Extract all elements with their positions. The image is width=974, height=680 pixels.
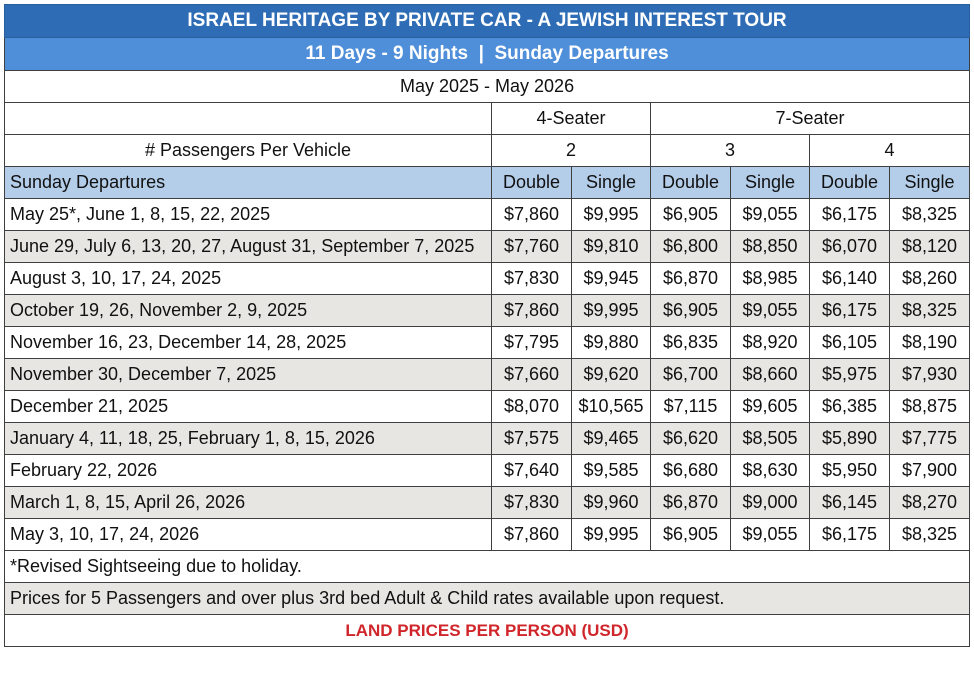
single-price-cell: $8,875 <box>890 391 970 423</box>
single-price-cell: $7,775 <box>890 423 970 455</box>
double-price-cell: $6,680 <box>651 455 731 487</box>
four-seater-header: 4-Seater <box>492 103 651 135</box>
single-price-cell: $9,880 <box>572 327 651 359</box>
double-price-cell: $6,175 <box>810 199 890 231</box>
single-price-cell: $9,995 <box>572 519 651 551</box>
page-subtitle: 11 Days - 9 Nights | Sunday Departures <box>5 38 970 71</box>
single-price-cell: $9,055 <box>731 295 810 327</box>
passengers-3: 3 <box>651 135 810 167</box>
departure-dates: January 4, 11, 18, 25, February 1, 8, 15, 2026 <box>5 423 492 455</box>
table-row <box>5 199 970 231</box>
passengers-row <box>5 135 970 167</box>
double-price-cell: $7,760 <box>492 231 572 263</box>
column-header-row <box>5 167 970 199</box>
departures-header: Sunday Departures <box>5 167 492 199</box>
double-price-cell: $6,800 <box>651 231 731 263</box>
departure-dates: October 19, 26, November 2, 9, 2025 <box>5 295 492 327</box>
note-row <box>5 583 970 615</box>
date-range: May 2025 - May 2026 <box>5 71 970 103</box>
double-price-cell: $5,975 <box>810 359 890 391</box>
pricing-table-container <box>4 4 969 675</box>
single-price-cell: $9,465 <box>572 423 651 455</box>
double-price-cell: $7,860 <box>492 199 572 231</box>
double-price-cell: $7,830 <box>492 487 572 519</box>
departure-dates: June 29, July 6, 13, 20, 27, August 31, September 7, 2025 <box>5 231 492 263</box>
double-header: Double <box>492 167 572 199</box>
single-price-cell: $8,325 <box>890 519 970 551</box>
double-price-cell: $7,640 <box>492 455 572 487</box>
single-price-cell: $9,000 <box>731 487 810 519</box>
passengers-label: # Passengers Per Vehicle <box>5 135 492 167</box>
double-price-cell: $6,905 <box>651 519 731 551</box>
seven-seater-header: 7-Seater <box>651 103 970 135</box>
double-price-cell: $6,140 <box>810 263 890 295</box>
departure-dates: February 22, 2026 <box>5 455 492 487</box>
departure-dates: May 25*, June 1, 8, 15, 22, 2025 <box>5 199 492 231</box>
double-price-cell: $7,660 <box>492 359 572 391</box>
footnote: *Revised Sightseeing due to holiday. <box>5 551 970 583</box>
double-price-cell: $6,105 <box>810 327 890 359</box>
double-price-cell: $8,070 <box>492 391 572 423</box>
departure-dates: March 1, 8, 15, April 26, 2026 <box>5 487 492 519</box>
land-prices-row <box>5 615 970 647</box>
double-price-cell: $6,870 <box>651 263 731 295</box>
date-range-row <box>5 71 970 103</box>
table-row <box>5 455 970 487</box>
double-price-cell: $7,575 <box>492 423 572 455</box>
double-price-cell: $7,860 <box>492 295 572 327</box>
single-price-cell: $9,810 <box>572 231 651 263</box>
double-price-cell: $5,950 <box>810 455 890 487</box>
passengers-4: 4 <box>810 135 970 167</box>
departure-dates: November 16, 23, December 14, 28, 2025 <box>5 327 492 359</box>
double-price-cell: $7,860 <box>492 519 572 551</box>
double-price-cell: $6,070 <box>810 231 890 263</box>
double-price-cell: $6,905 <box>651 295 731 327</box>
departure-dates: November 30, December 7, 2025 <box>5 359 492 391</box>
single-price-cell: $8,920 <box>731 327 810 359</box>
table-row <box>5 359 970 391</box>
single-price-cell: $9,055 <box>731 199 810 231</box>
double-price-cell: $6,620 <box>651 423 731 455</box>
double-price-cell: $6,175 <box>810 295 890 327</box>
single-price-cell: $9,585 <box>572 455 651 487</box>
table-row <box>5 327 970 359</box>
single-price-cell: $8,325 <box>890 295 970 327</box>
table-row <box>5 423 970 455</box>
single-price-cell: $8,630 <box>731 455 810 487</box>
pricing-table <box>4 4 970 647</box>
single-header: Single <box>731 167 810 199</box>
single-price-cell: $8,325 <box>890 199 970 231</box>
table-row <box>5 391 970 423</box>
single-price-cell: $8,850 <box>731 231 810 263</box>
double-header: Double <box>651 167 731 199</box>
double-price-cell: $7,830 <box>492 263 572 295</box>
double-price-cell: $7,115 <box>651 391 731 423</box>
subtitle-row <box>5 38 970 71</box>
double-price-cell: $6,835 <box>651 327 731 359</box>
double-price-cell: $6,700 <box>651 359 731 391</box>
double-price-cell: $5,890 <box>810 423 890 455</box>
double-header: Double <box>810 167 890 199</box>
double-price-cell: $6,905 <box>651 199 731 231</box>
single-price-cell: $8,270 <box>890 487 970 519</box>
single-price-cell: $8,985 <box>731 263 810 295</box>
single-price-cell: $8,505 <box>731 423 810 455</box>
single-price-cell: $8,260 <box>890 263 970 295</box>
footnote-row <box>5 551 970 583</box>
page-title: ISRAEL HERITAGE BY PRIVATE CAR - A JEWISH INTEREST TOUR <box>5 5 970 38</box>
table-row <box>5 231 970 263</box>
double-price-cell: $6,870 <box>651 487 731 519</box>
single-price-cell: $8,660 <box>731 359 810 391</box>
single-price-cell: $9,605 <box>731 391 810 423</box>
double-price-cell: $6,175 <box>810 519 890 551</box>
single-price-cell: $9,945 <box>572 263 651 295</box>
single-price-cell: $9,055 <box>731 519 810 551</box>
single-price-cell: $9,960 <box>572 487 651 519</box>
double-price-cell: $6,385 <box>810 391 890 423</box>
single-price-cell: $8,190 <box>890 327 970 359</box>
vehicle-row <box>5 103 970 135</box>
request-note: Prices for 5 Passengers and over plus 3rd bed Adult & Child rates available upon request. <box>5 583 970 615</box>
single-price-cell: $10,565 <box>572 391 651 423</box>
single-price-cell: $9,995 <box>572 199 651 231</box>
passengers-2: 2 <box>492 135 651 167</box>
table-row <box>5 295 970 327</box>
departure-dates: May 3, 10, 17, 24, 2026 <box>5 519 492 551</box>
vehicle-row-spacer <box>5 103 492 135</box>
single-header: Single <box>572 167 651 199</box>
land-prices-label: LAND PRICES PER PERSON (USD) <box>5 615 970 647</box>
single-price-cell: $8,120 <box>890 231 970 263</box>
single-price-cell: $7,900 <box>890 455 970 487</box>
table-row <box>5 487 970 519</box>
double-price-cell: $7,795 <box>492 327 572 359</box>
departure-dates: August 3, 10, 17, 24, 2025 <box>5 263 492 295</box>
single-header: Single <box>890 167 970 199</box>
table-row <box>5 519 970 551</box>
table-row <box>5 263 970 295</box>
title-row <box>5 5 970 38</box>
departure-dates: December 21, 2025 <box>5 391 492 423</box>
single-price-cell: $9,995 <box>572 295 651 327</box>
double-price-cell: $6,145 <box>810 487 890 519</box>
single-price-cell: $7,930 <box>890 359 970 391</box>
single-price-cell: $9,620 <box>572 359 651 391</box>
